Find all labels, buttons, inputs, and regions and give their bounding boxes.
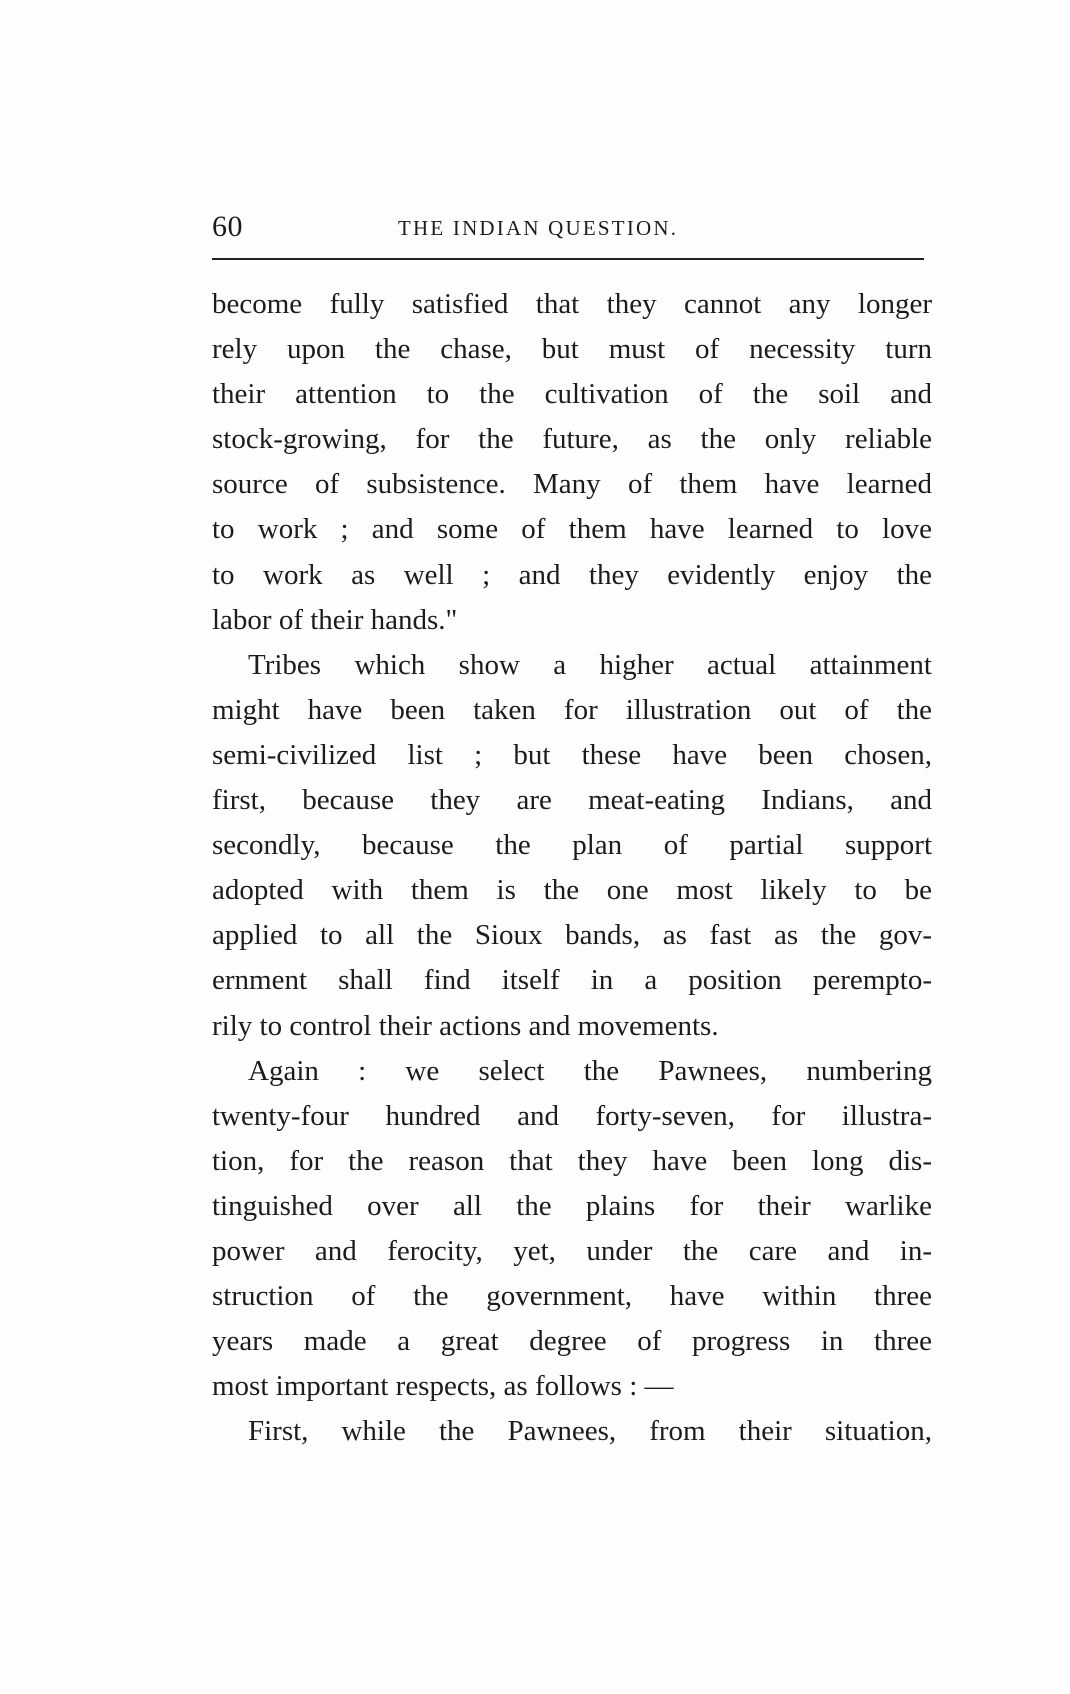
text-line: struction of the government, have within three bbox=[212, 1280, 932, 1313]
body-text bbox=[212, 282, 932, 1454]
text-line: power and ferocity, yet, under the care and in- bbox=[212, 1234, 932, 1267]
text-line: Again : we select the Pawnees, numbering bbox=[248, 1054, 932, 1087]
text-line: to work as well ; and they evidently enjoy the bbox=[212, 558, 932, 591]
text-line: twenty-four hundred and forty-seven, for illustra- bbox=[212, 1099, 932, 1132]
text-line: rily to control their actions and movements. bbox=[212, 1009, 719, 1042]
text-line: tion, for the reason that they have been long dis- bbox=[212, 1144, 932, 1177]
text-line: first, because they are meat-eating Indians, and bbox=[212, 784, 932, 817]
text-line: source of subsistence. Many of them have learned bbox=[212, 468, 932, 501]
text-line: rely upon the chase, but must of necessity turn bbox=[212, 333, 932, 366]
text-line: semi-civilized list ; but these have been chosen, bbox=[212, 738, 932, 771]
text-line: might have been taken for illustration out of the bbox=[212, 693, 932, 726]
text-line: ernment shall find itself in a position perempto- bbox=[212, 964, 932, 997]
text-line: labor of their hands." bbox=[212, 603, 458, 636]
running-title: THE INDIAN QUESTION. bbox=[398, 216, 679, 240]
text-line: become fully satisfied that they cannot any longer bbox=[212, 288, 932, 320]
paragraph-1 bbox=[212, 282, 932, 643]
text-line: First, while the Pawnees, from their situation, bbox=[248, 1415, 932, 1448]
text-line: stock-growing, for the future, as the only reliable bbox=[212, 423, 932, 456]
text-line: years made a great degree of progress in three bbox=[212, 1325, 932, 1358]
paragraph-2 bbox=[212, 643, 932, 1049]
text-line: secondly, because the plan of partial support bbox=[212, 829, 932, 862]
running-head bbox=[212, 210, 924, 244]
text-line: adopted with them is the one most likely to be bbox=[212, 874, 932, 907]
text-line: applied to all the Sioux bands, as fast as the gov- bbox=[212, 919, 932, 952]
text-line: Tribes which show a higher actual attainment bbox=[248, 648, 932, 681]
text-line: to work ; and some of them have learned to love bbox=[212, 513, 932, 546]
text-line: tinguished over all the plains for their warlike bbox=[212, 1189, 932, 1222]
page-number: 60 bbox=[212, 210, 243, 243]
header-rule bbox=[212, 258, 924, 260]
text-line: their attention to the cultivation of the soil and bbox=[212, 378, 932, 411]
text-line: most important respects, as follows : — bbox=[212, 1370, 674, 1403]
paragraph-4 bbox=[212, 1409, 932, 1454]
paragraph-3 bbox=[212, 1049, 932, 1410]
